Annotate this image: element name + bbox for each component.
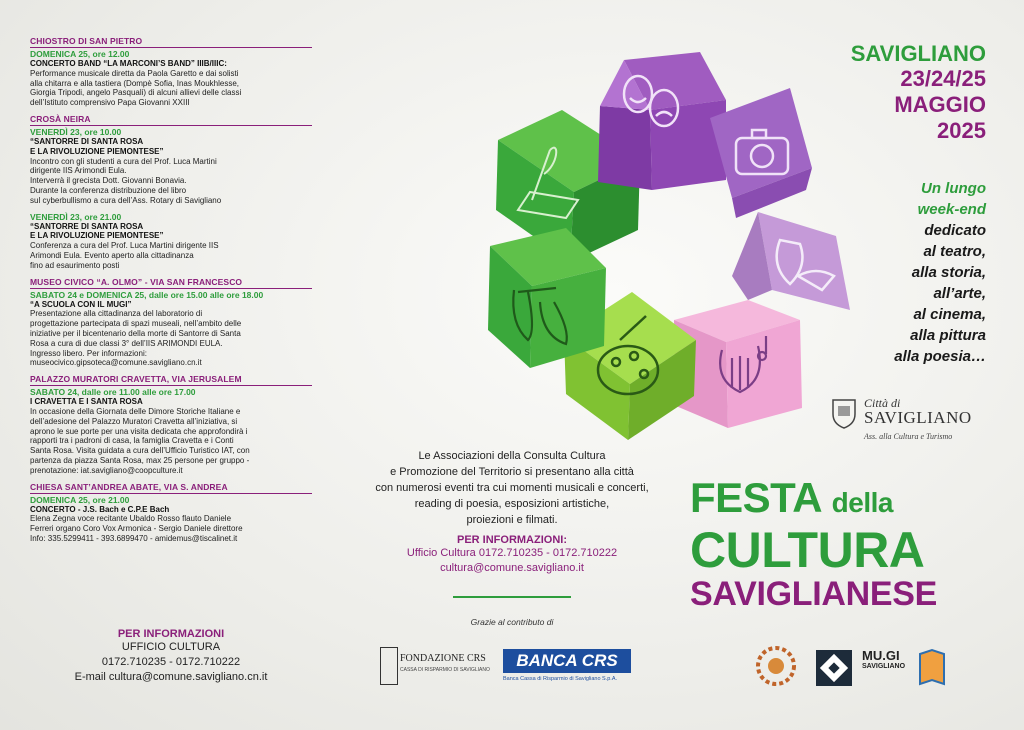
section-title: PALAZZO MURATORI CRAVETTA, VIA JERUSALEM [30, 374, 312, 386]
event-text: Info: 335.5299411 - 393.6899470 - amidemus@tiscalinet.it [30, 533, 238, 543]
tagline [800, 178, 986, 367]
info-line: UFFICIO CULTURA [121, 641, 221, 653]
event-text: museocivico.gipsoteca@comune.savigliano.cn.it [30, 358, 202, 368]
tagline-line: alla poesia… [894, 348, 986, 365]
event-dates: 23/24/25 [900, 66, 986, 91]
event-heading: I CRAVETTA E I SANTA ROSA [30, 397, 143, 407]
banca-logo [503, 645, 643, 687]
tagline-line: al cinema, [913, 306, 986, 323]
event-heading: CONCERTO - J.S. Bach e C.P.E Bach [30, 504, 170, 514]
intro-line: con numerosi eventi tra cui momenti musicali e concerti, [375, 482, 649, 494]
event-text: dell’adesione del Palazzo Muratori Cravetta all’iniziativa, si [30, 416, 238, 426]
title-line-1 [690, 476, 1010, 525]
event-text: In occasione della Giornata delle Dimore Storiche Italiane e [30, 406, 241, 416]
section-title: CHIESA SANT’ANDREA ABATE, VIA S. ANDREA [30, 482, 312, 494]
theatre-cube [598, 52, 726, 190]
intro-line: reading di poesia, esposizioni artistiche, [414, 498, 610, 510]
title-saviglianese: SAVIGLIANESE [690, 575, 938, 613]
sponsor-caption: Grazie al contributo di [470, 617, 554, 627]
info-box-middle [352, 534, 672, 576]
tagline-line: week-end [917, 201, 986, 218]
intro-line: proiezioni e filmati. [466, 514, 558, 526]
title-cultura: CULTURA [690, 522, 925, 578]
event-text: Rosa a cura di due classi 3° dell’IIS ARIMONDI EULA. [30, 338, 223, 348]
citta-sub: Ass. alla Cultura e Turismo [864, 432, 953, 441]
event-text: dirigente IIS Arimondi Eula. [30, 166, 127, 176]
divider [453, 596, 571, 598]
event-text: sul cyberbullismo a cura dell’Ass. Rotary di Savigliano [30, 195, 222, 205]
event-date: DOMENICA 25, ore 12.00 [30, 49, 130, 59]
event-text: Conferenza a cura del Prof. Luca Martini dirigente IIS [30, 241, 219, 251]
event-month: MAGGIO [894, 92, 986, 117]
book-logo-icon [920, 650, 944, 684]
banca-sub: Banca Cassa di Risparmio di Savigliano S.p.A. [503, 676, 618, 682]
fondazione-sub: CASSA DI RISPARMIO DI SAVIGLIANO [400, 667, 490, 673]
event-text: Ferreri organo Coro Vox Armonica - Sergio Daniele direttore [30, 524, 243, 534]
banca-name: BANCA CRS [503, 649, 631, 673]
info-line: Ufficio Cultura 0172.710235 - 0172.710222 [406, 547, 618, 559]
event-text: Interverrà il grecista Dott. Giovanni Bonavia. [30, 176, 187, 186]
event-text: alla chitarra e alla tastiera (Dompè Sofia, Inas Moukhlesse, [30, 78, 239, 88]
tagline-line: Un lungo [921, 180, 986, 197]
festival-title [690, 476, 1010, 613]
section-title: MUSEO CIVICO “A. OLMO” - VIA SAN FRANCESCO [30, 277, 312, 289]
event-text: partenza da piazza Santa Rosa, max 25 persone per gruppo - [30, 455, 250, 465]
event-year: 2025 [937, 118, 986, 143]
event-text: Performance musicale diretta da Paola Garetto e dai solisti [30, 68, 239, 78]
city-name: SAVIGLIANO [850, 41, 986, 66]
event-text: rapporti tra i padroni di casa, la famiglia Cravetta e i Conti [30, 436, 234, 446]
event-heading: “SANTORRE DI SANTA ROSA [30, 221, 144, 231]
info-line: 0172.710235 - 0172.710222 [101, 656, 241, 668]
event-date: VENERDÌ 23, ore 10.00 [30, 126, 122, 137]
event-text: progettazione partecipata di spazi museali, nell’ambito delle [30, 319, 242, 329]
info-box-left [30, 628, 312, 685]
events-column [30, 36, 312, 544]
event-heading: E LA RIVOLUZIONE PIEMONTESE” [30, 146, 164, 156]
event-text: Giorgia Tripodi, angelo Pasquali) di alcuni allievi delle classi [30, 88, 242, 98]
intro-line: e Promozione del Territorio si presentano alla città [390, 466, 634, 478]
event-heading: CONCERTO BAND “LA MARCONI’S BAND” IIIB/IIIC: [30, 59, 227, 68]
spacer [30, 206, 312, 211]
coat-of-arms-icon [830, 396, 858, 430]
event-text: fino ad esaurimento posti [30, 260, 120, 270]
event-date-block [770, 42, 986, 144]
event-text: aprono le sue porte per una visita dedicata che approfondirà i [30, 426, 248, 436]
event-text: Elena Zegna voce recitante Ubaldo Rosso flauto Daniele [30, 514, 232, 524]
event-date: VENERDÌ 23, ore 21.00 [30, 211, 122, 222]
section-title: CHIOSTRO DI SAN PIETRO [30, 36, 312, 48]
fondazione-emblem-icon [380, 647, 398, 685]
info-line: cultura@comune.savigliano.it [440, 562, 584, 574]
info-title: PER INFORMAZIONI [117, 628, 225, 640]
title-festa: FESTA [690, 474, 821, 521]
fondazione-logo [380, 645, 498, 687]
event-heading: “SANTORRE DI SANTA ROSA [30, 136, 144, 146]
tagline-line: dedicato [924, 222, 986, 239]
event-text: Santa Rosa. Visita guidata a cura dell’Ufficio Turistico IAT, con [30, 446, 250, 456]
mugi-logo-icon [816, 650, 852, 686]
event-text: Durante la conferenza distribuzione del libro [30, 185, 187, 195]
fondazione-name: FONDAZIONE CRS [400, 653, 486, 664]
event-text: dell’Istituto comprensivo Papa Giovanni XXIII [30, 98, 190, 108]
info-title: PER INFORMAZIONI: [457, 534, 567, 546]
event-text: Ingresso libero. Per informazioni: [30, 348, 147, 358]
event-heading: E LA RIVOLUZIONE PIEMONTESE” [30, 231, 164, 241]
info-line: E-mail cultura@comune.savigliano.cn.it [74, 671, 268, 683]
event-text: prenotazione: iat.savigliano@coopculture.it [30, 465, 183, 475]
event-text: Arimondi Eula. Evento aperto alla cittadinanza [30, 250, 194, 260]
section-title: CROSÀ NEIRA [30, 114, 312, 126]
event-text: Incontro con gli studenti a cura del Prof. Luca Martini [30, 156, 217, 166]
title-della: della [831, 487, 893, 518]
mugi-name: MU.GI [862, 648, 900, 663]
event-heading: “A SCUOLA CON IL MUGI” [30, 299, 132, 309]
tagline-line: all’arte, [933, 285, 986, 302]
event-text: iniziative per il bicentenario della morte di Santorre di Santa [30, 328, 241, 338]
mugi-label [862, 648, 905, 670]
tagline-line: al teatro, [923, 243, 986, 260]
tagline-line: alla storia, [911, 264, 986, 281]
event-text: Presentazione alla cittadinanza del laboratorio di [30, 309, 203, 319]
event-date: SABATO 24, dalle ore 11.00 alle ore 17.00 [30, 387, 196, 398]
citta-label: Città di [864, 396, 901, 410]
intro-line: Le Associazioni della Consulta Cultura [418, 450, 606, 462]
mugi-sub: SAVIGLIANO [862, 663, 906, 670]
intro-text [352, 448, 672, 528]
citta-name: SAVIGLIANO [864, 408, 972, 427]
event-date: SABATO 24 e DOMENICA 25, dalle ore 15.00 alle ore 18.00 [30, 289, 264, 300]
citta-logo [830, 396, 990, 446]
consulta-logo-icon [758, 648, 794, 684]
tagline-line: alla pittura [910, 327, 986, 344]
event-date: DOMENICA 25, ore 21.00 [30, 494, 130, 505]
